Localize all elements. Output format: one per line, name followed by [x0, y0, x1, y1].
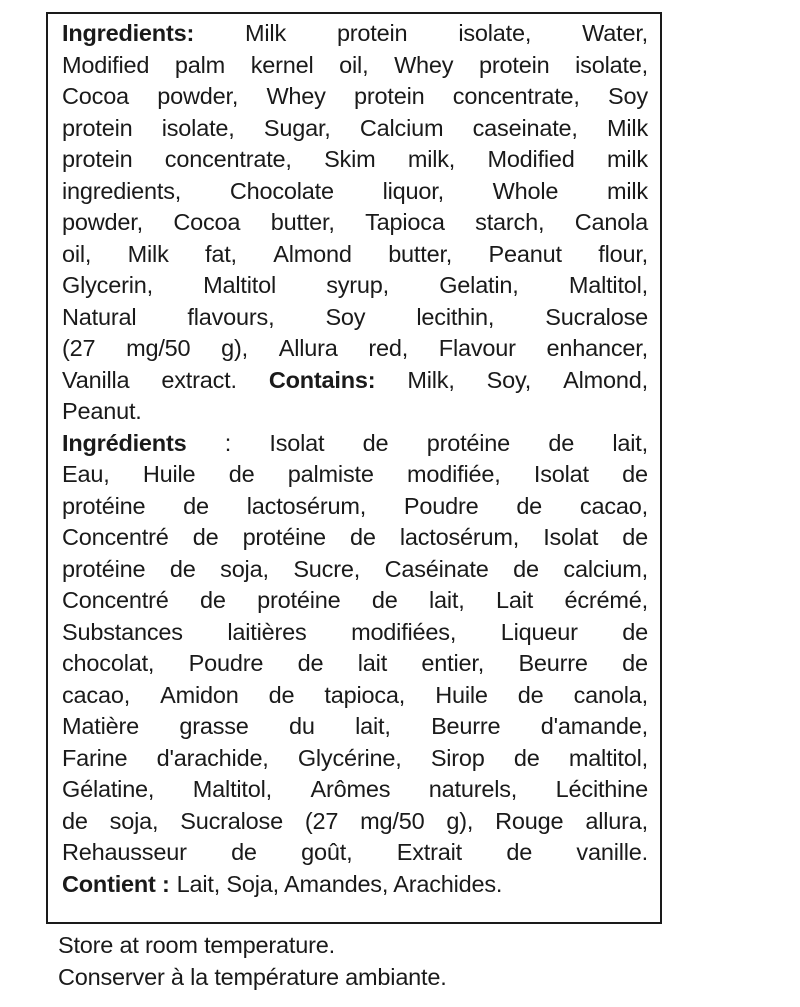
ingredient-word: powder,: [62, 209, 143, 235]
ingredient-word: Caséinate: [384, 555, 489, 582]
ingredient-word: lait,: [612, 429, 648, 456]
ingredient-word: Lécithine: [555, 776, 648, 802]
ingredient-word: milk,: [407, 146, 456, 172]
ingredient-line: [62, 302, 648, 334]
ingredient-word: Almond: [273, 240, 352, 267]
ingredient-word: Beurre: [431, 713, 501, 739]
ingredient-word: de: [506, 839, 533, 865]
ingredient-word: kernel: [250, 51, 314, 78]
ingredient-line: [62, 144, 648, 176]
ingredient-word: Flavour: [438, 335, 516, 361]
ingredient-word: Glycerin,: [62, 272, 153, 298]
ingredient-word: Modified: [62, 51, 150, 78]
ingredient-word: Isolat: [543, 524, 599, 550]
ingredient-line: [62, 81, 648, 113]
ingredient-word: soja,: [109, 807, 159, 834]
ingredient-word: Poudre: [403, 492, 479, 519]
ingredient-word: oil,: [62, 240, 92, 267]
ingredient-line: [62, 396, 648, 428]
storage-english: Store at room temperature.: [58, 932, 335, 958]
ingredient-word: Milk: [245, 20, 286, 46]
ingredient-word: protein: [354, 83, 425, 109]
ingredient-word: Gelatin,: [439, 272, 519, 298]
ingredient-word: lait,: [429, 587, 465, 613]
ingredient-word: de: [231, 839, 257, 865]
ingredient-word: de: [362, 429, 389, 456]
ingredient-word: Tapioca: [365, 209, 445, 235]
ingredient-word: Huile: [435, 681, 488, 708]
ingredient-word: Cocoa: [173, 209, 241, 235]
ingredient-line: [62, 680, 648, 712]
ingredient-line: [62, 333, 648, 365]
ingredient-word: Rehausseur: [62, 839, 187, 865]
ingredient-word: butter,: [388, 240, 453, 267]
ingredient-line: [62, 176, 648, 208]
ingredient-word: milk: [607, 177, 648, 204]
ingredient-word: palm: [174, 51, 226, 78]
ingredient-word: Cocoa: [62, 83, 129, 109]
ingredient-word: goût,: [301, 839, 353, 865]
ingredient-word: Canola: [574, 209, 648, 235]
ingredient-line: [62, 869, 648, 901]
ingredient-word: de: [200, 587, 226, 613]
ingredient-word: Huile: [142, 461, 196, 487]
ingredient-word: tapioca,: [324, 681, 406, 708]
ingredient-word: Calcium: [359, 114, 444, 141]
ingredient-word: Sucralose: [545, 303, 648, 330]
ingredient-word: isolate,: [458, 20, 532, 46]
ingredient-word: canola,: [573, 681, 648, 708]
ingredient-word: protein: [336, 20, 408, 46]
ingredient-line: [62, 774, 648, 806]
ingredient-word: de: [622, 461, 648, 487]
ingredient-line: [62, 522, 648, 554]
ingredient-word: powder,: [157, 83, 239, 109]
ingredient-word: de: [622, 524, 648, 550]
ingredient-word: Modified: [487, 146, 575, 172]
ingredient-word: Soy: [325, 303, 366, 330]
contains-label-fr: Contient :: [62, 870, 170, 897]
ingredient-line: [62, 743, 648, 775]
ingredient-word: Concentré: [62, 524, 169, 550]
ingredient-word: Extrait: [396, 839, 462, 865]
ingredient-word: extract.: [161, 366, 237, 393]
ingredient-word: flour,: [598, 240, 648, 267]
ingredient-word: Soy: [608, 83, 648, 109]
ingredient-word: entier,: [421, 650, 485, 676]
ingredient-word: vanille.: [576, 839, 648, 865]
ingredient-word: de: [349, 524, 376, 550]
ingredient-word: lait,: [355, 713, 391, 739]
ingredient-word: Sirop: [430, 744, 485, 771]
ingredient-word: Maltitol,: [568, 272, 648, 298]
ingredient-word: protéine: [426, 429, 511, 456]
ingredient-word: écrémé,: [564, 587, 648, 613]
ingredient-word: Concentré: [62, 587, 169, 613]
ingredient-word: Glycérine,: [297, 744, 402, 771]
ingredient-word: Milk: [127, 240, 169, 267]
contains-label: Contains:: [268, 366, 376, 393]
ingredient-word: isolate,: [575, 51, 648, 78]
ingredient-line: [62, 459, 648, 491]
ingredient-word: protein: [479, 51, 550, 78]
ingredient-word: g),: [221, 335, 248, 361]
ingredient-word: concentrate,: [164, 146, 292, 172]
ingredient-word: Beurre: [518, 650, 588, 676]
ingredient-word: de: [548, 429, 575, 456]
ingredient-line: [62, 113, 648, 145]
ingredient-word: Isolat: [533, 461, 589, 487]
ingredient-word: Eau,: [62, 461, 110, 487]
ingredient-line: [62, 365, 648, 397]
ingredient-word: Lait, Soja, Amandes, Arachides.: [176, 870, 503, 897]
ingredient-line: [62, 617, 648, 649]
ingredient-word: de: [183, 492, 209, 519]
ingredient-word: soja,: [220, 555, 269, 582]
ingredient-word: lactosérum,: [399, 524, 520, 550]
ingredient-word: chocolat,: [62, 650, 155, 676]
ingredient-word: de: [62, 807, 88, 834]
ingredient-word: Chocolate: [229, 177, 334, 204]
ingredient-line: [62, 648, 648, 680]
ingredient-word: Peanut.: [62, 398, 142, 424]
ingredient-word: cacao,: [62, 681, 131, 708]
ingredient-word: Milk,: [407, 366, 455, 393]
ingredient-word: cacao,: [579, 492, 648, 519]
ingredient-word: de: [228, 461, 255, 487]
ingredient-word: ingredients,: [62, 177, 182, 204]
storage-instructions: [58, 930, 447, 993]
french-ingredients: [62, 428, 648, 901]
ingredient-word: lactosérum,: [246, 492, 367, 519]
ingredient-word: mg/50: [360, 807, 425, 834]
ingredient-word: naturels,: [428, 776, 518, 802]
ingredient-line: [62, 270, 648, 302]
ingredient-word: red,: [368, 335, 409, 361]
ingredient-word: Sugar,: [263, 114, 331, 141]
ingredient-word: laitières: [227, 618, 307, 645]
ingredient-word: de: [622, 618, 648, 645]
ingredient-word: syrup,: [326, 272, 389, 298]
ingredient-word: Lait: [495, 587, 534, 613]
ingredient-word: grasse: [179, 713, 249, 739]
ingredient-word: :: [224, 429, 232, 456]
ingredient-word: de: [371, 587, 398, 613]
ingredient-word: de: [622, 650, 648, 676]
ingredient-word: allura,: [585, 807, 648, 834]
ingredient-line: [62, 18, 648, 50]
ingredient-word: palmiste: [287, 461, 374, 487]
ingredient-word: Skim: [324, 146, 376, 172]
ingredient-line: [62, 554, 648, 586]
ingredient-word: de: [169, 555, 196, 582]
ingredient-word: de: [297, 650, 324, 676]
ingredient-word: de: [516, 492, 543, 519]
ingredient-word: protéine: [242, 524, 326, 550]
ingredient-word: liquor,: [382, 177, 444, 204]
ingredient-word: (27: [304, 807, 339, 834]
ingredient-word: g),: [446, 807, 474, 834]
ingredient-line: [62, 837, 648, 869]
ingredient-word: Maltitol: [203, 272, 276, 298]
ingredient-word: Water,: [582, 20, 648, 46]
ingredient-word: protéine: [62, 492, 146, 519]
ingredient-word: Milk: [607, 114, 648, 141]
ingredient-word: protéine: [62, 555, 146, 582]
ingredient-word: mg/50: [126, 335, 191, 361]
ingredient-word: de: [192, 524, 219, 550]
ingredient-word: Rouge: [495, 807, 564, 834]
ingredient-word: milk: [607, 146, 648, 172]
ingredient-word: lait: [357, 650, 388, 676]
ingredient-line: [62, 491, 648, 523]
ingredient-word: starch,: [475, 209, 545, 235]
ingredient-word: du: [289, 713, 315, 739]
ingredient-word: lecithin,: [416, 303, 495, 330]
ingredient-word: de: [268, 681, 295, 708]
ingredient-word: Liqueur: [500, 618, 578, 645]
ingredient-word: Vanilla: [62, 366, 130, 393]
ingredient-word: protein: [62, 146, 133, 172]
ingredient-word: Farine: [62, 744, 128, 771]
ingredient-word: Maltitol,: [192, 776, 272, 802]
ingredient-word: de: [517, 681, 544, 708]
ingredient-word: Arômes: [310, 776, 391, 802]
ingredient-word: d'amande,: [540, 713, 648, 739]
ingredient-word: Matière: [62, 713, 139, 739]
ingredient-line: [62, 585, 648, 617]
ingredient-word: fat,: [205, 240, 237, 267]
ingredients-panel: [46, 12, 662, 924]
ingredient-line: [62, 50, 648, 82]
ingredient-word: Whey: [266, 83, 326, 109]
ingredient-word: Poudre: [188, 650, 264, 676]
ingredient-word: Gélatine,: [62, 776, 155, 802]
ingredient-word: Soy,: [486, 366, 532, 393]
ingredient-word: concentrate,: [452, 83, 580, 109]
ingredient-word: Sucre,: [293, 555, 361, 582]
ingredient-word: isolate,: [161, 114, 235, 141]
ingredient-word: enhancer,: [546, 335, 648, 361]
ingredient-line: [62, 207, 648, 239]
ingredient-word: oil,: [339, 51, 369, 78]
ingredient-word: protéine: [257, 587, 341, 613]
ingredient-word: Whey: [394, 51, 454, 78]
ingredient-word: Sucralose: [180, 807, 283, 834]
ingredient-line: [62, 239, 648, 271]
ingredient-word: Allura: [278, 335, 338, 361]
ingredient-word: flavours,: [187, 303, 275, 330]
ingredient-word: maltitol,: [568, 744, 648, 771]
ingredient-line: [62, 428, 648, 460]
ingredient-line: [62, 711, 648, 743]
ingredient-word: de: [513, 555, 539, 582]
ingredient-word: Whole: [492, 177, 559, 204]
ingredient-word: protein: [62, 114, 133, 141]
ingredient-word: caseinate,: [472, 114, 578, 141]
ingredients-heading-fr: Ingrédients: [62, 429, 187, 456]
ingredient-word: modifiée,: [407, 461, 501, 487]
ingredient-word: Peanut: [488, 240, 562, 267]
ingredient-word: d'arachide,: [156, 744, 269, 771]
ingredient-word: butter,: [270, 209, 335, 235]
english-ingredients: [62, 18, 648, 428]
ingredient-word: calcium,: [563, 555, 648, 582]
ingredient-word: Isolat: [269, 429, 325, 456]
ingredient-word: Substances: [62, 618, 183, 645]
ingredient-line: [62, 806, 648, 838]
ingredients-heading: Ingredients:: [62, 20, 195, 46]
ingredient-word: Natural: [62, 303, 137, 330]
ingredient-word: Amidon: [160, 681, 239, 708]
storage-french: Conserver à la température ambiante.: [58, 963, 447, 990]
ingredient-word: de: [513, 744, 540, 771]
ingredient-word: Almond,: [563, 366, 648, 393]
ingredient-word: (27: [62, 335, 96, 361]
ingredient-word: modifiées,: [351, 618, 457, 645]
